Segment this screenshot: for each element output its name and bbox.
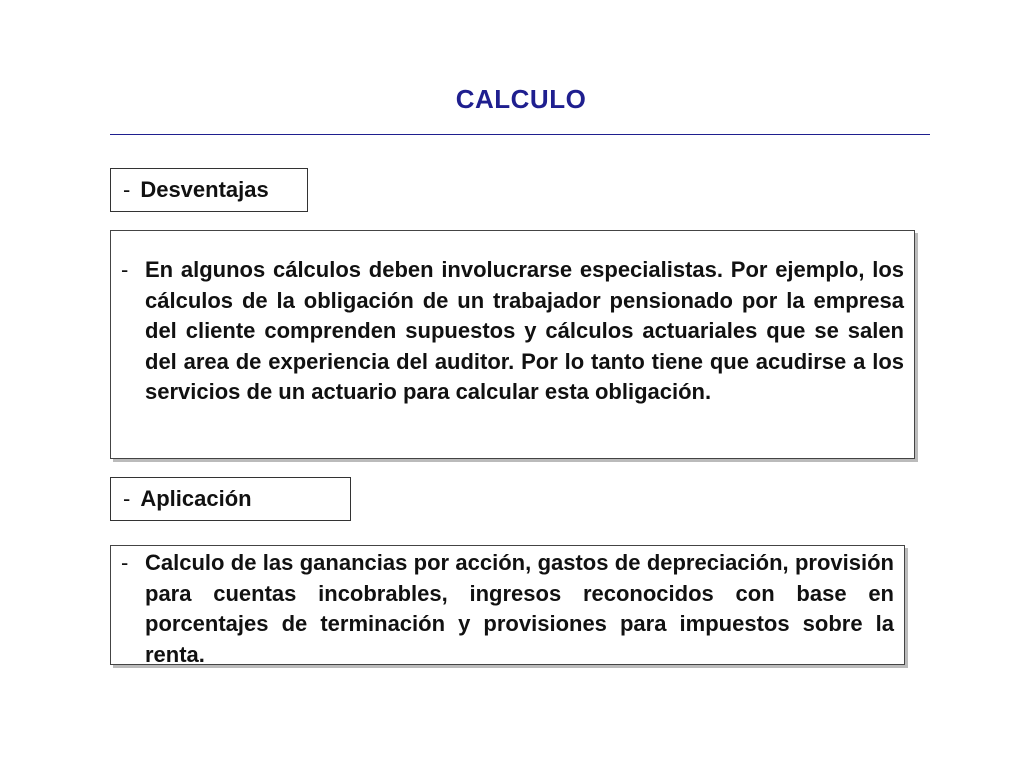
section-label-aplicacion [110, 477, 351, 521]
content-box-desventajas [110, 230, 915, 459]
section-label-desventajas [110, 168, 308, 212]
bullet-item [121, 255, 904, 408]
label-dash: - [123, 177, 131, 202]
title-divider [110, 134, 930, 135]
bullet-dash: - [121, 550, 129, 575]
bullet-dash: - [121, 257, 129, 282]
label-text: Desventajas [140, 177, 269, 202]
slide-title: CALCULO [455, 84, 587, 114]
label-text: Aplicación [140, 486, 252, 511]
bullet-text: Calculo de las ganancias por acción, gastos de depreciación, provisión para cuentas incobrables, ingresos reconocidos con base en porcentajes de terminación y provisiones para impuestos sobre la renta. [145, 550, 894, 667]
bullet-text: En algunos cálculos deben involucrarse especialistas. Por ejemplo, los cálculos de la obligación de un trabajador pensionado por la empresa del cliente comprenden supuestos y cálculos actuariales que se salen del area de experiencia del auditor. Por lo tanto tiene que acudirse a los servicios de un actuario para calcular esta obligación. [145, 257, 904, 404]
bullet-item [121, 548, 894, 670]
label-dash: - [123, 486, 131, 511]
content-box-aplicacion [110, 545, 905, 665]
